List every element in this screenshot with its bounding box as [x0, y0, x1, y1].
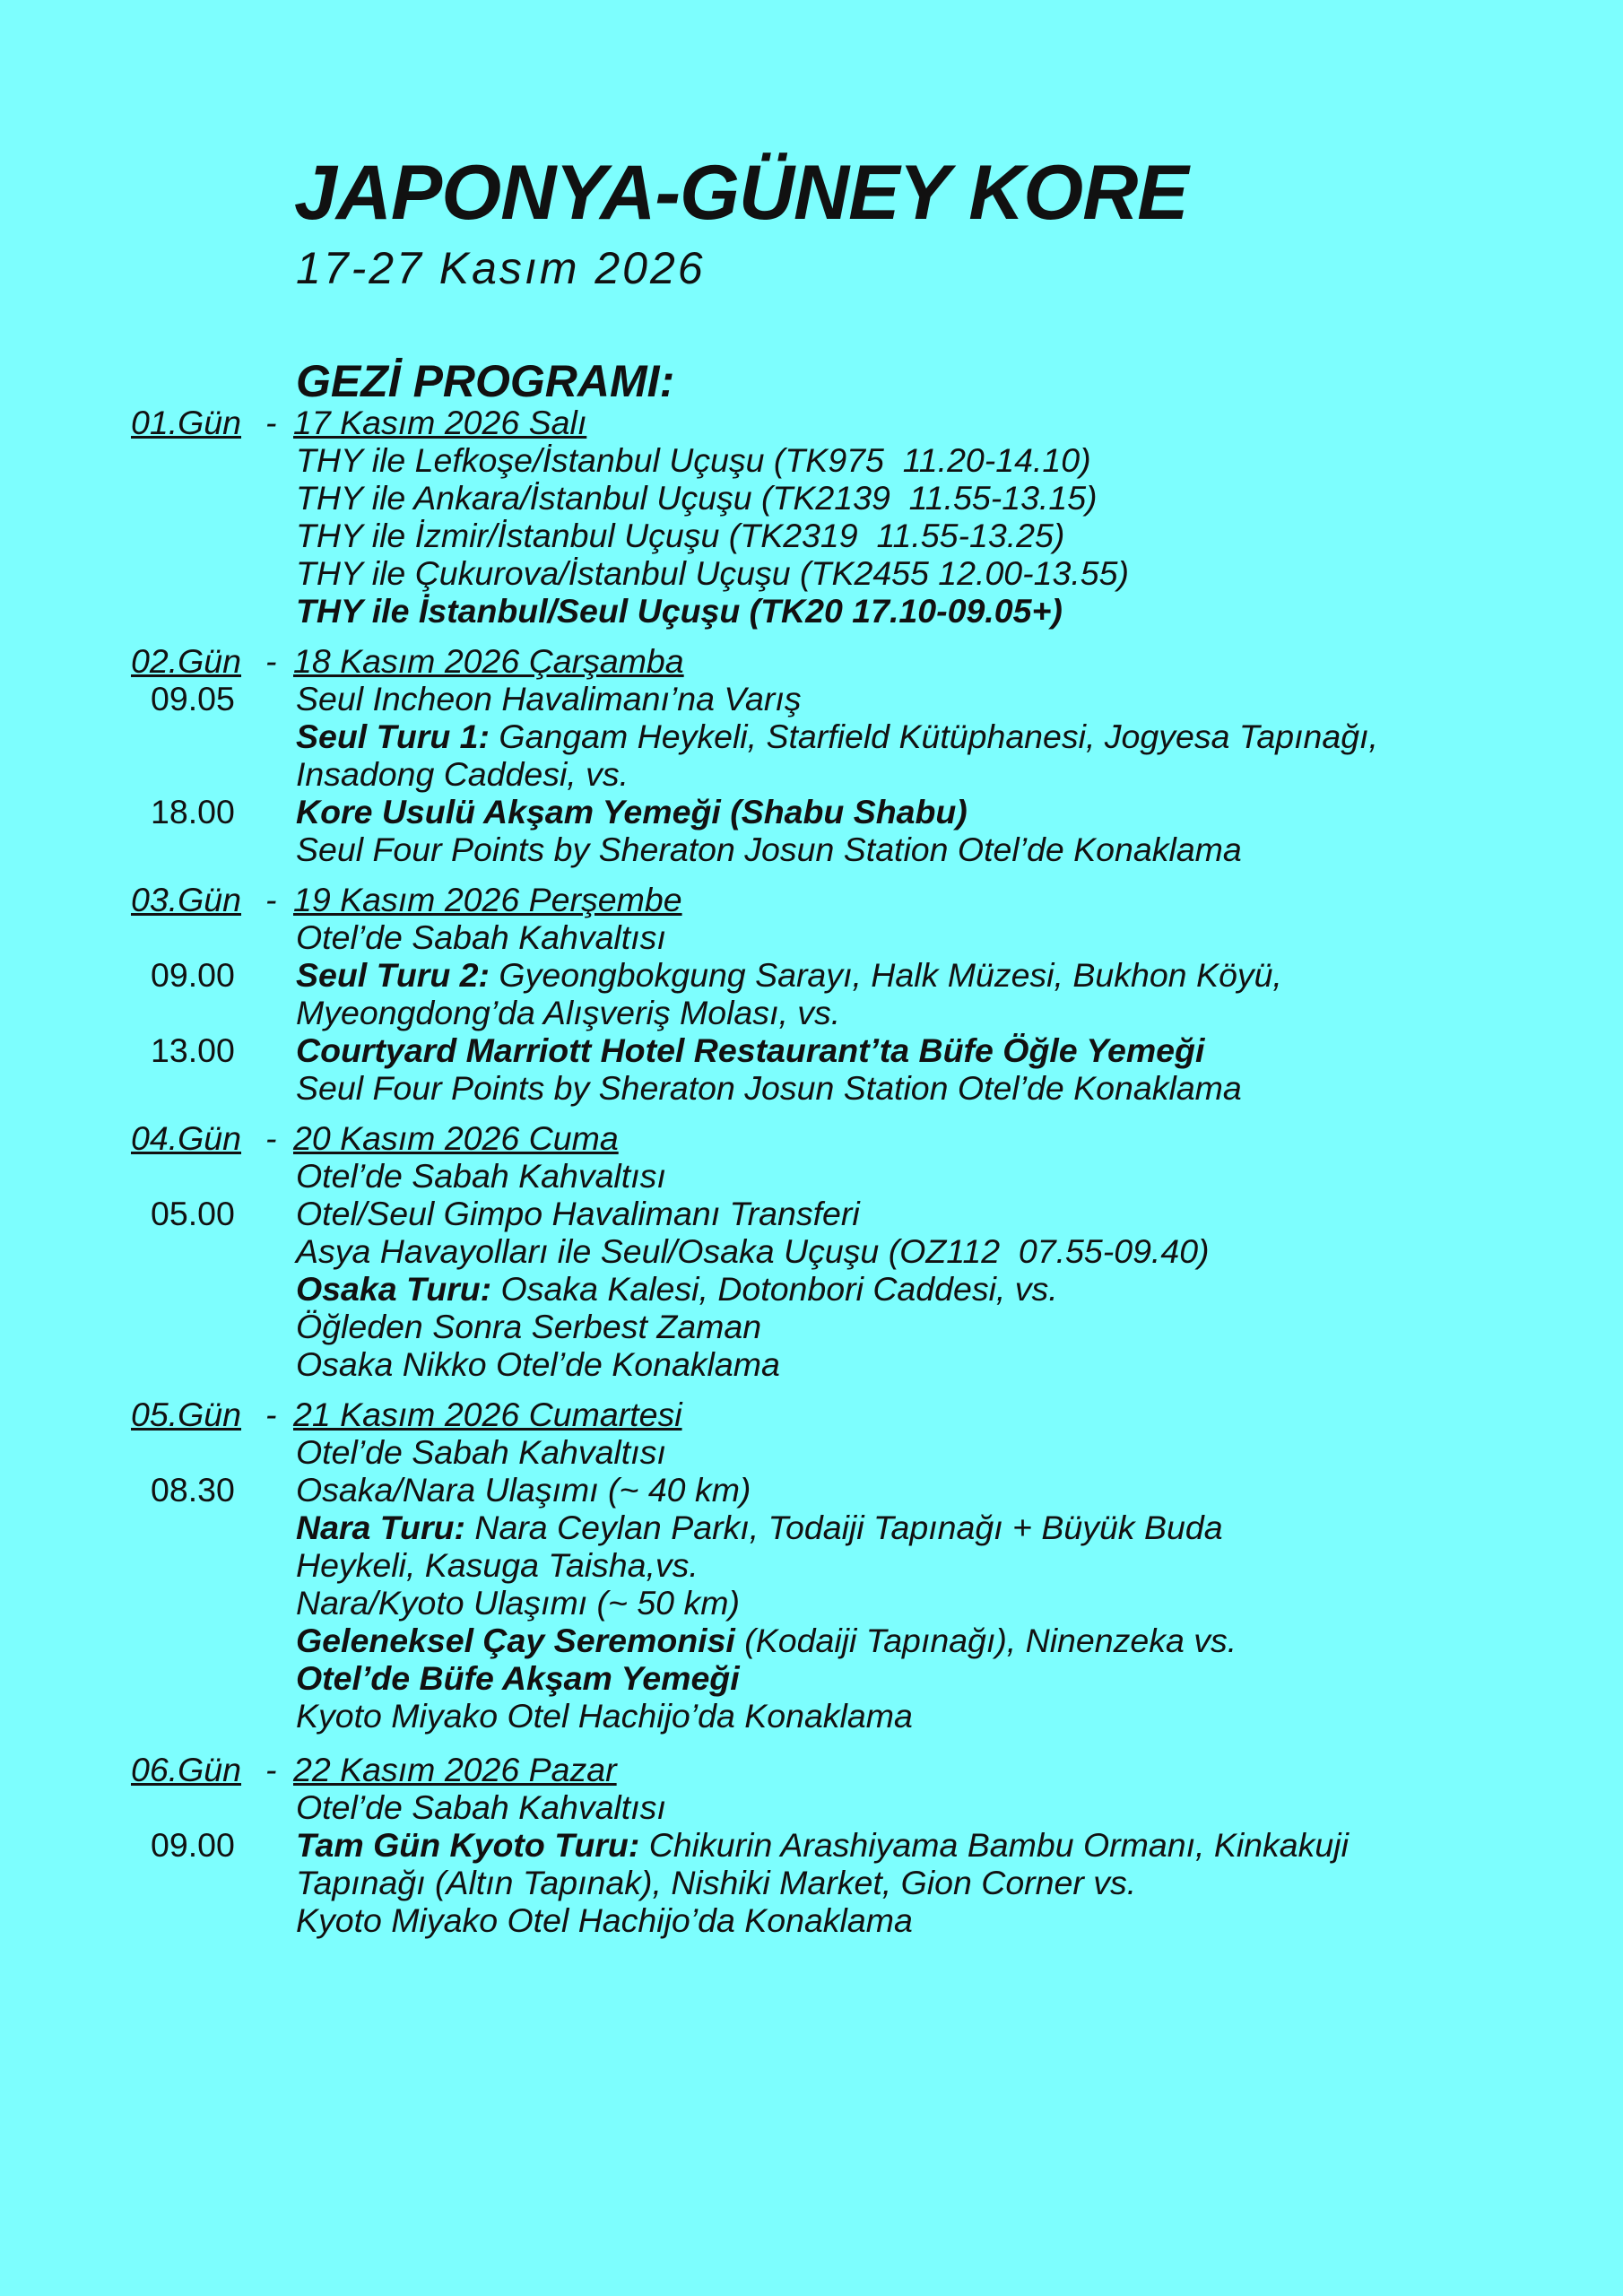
- day-block: [0, 642, 1623, 868]
- entry-text: [296, 1471, 751, 1509]
- entry-time: 08.30: [151, 1471, 235, 1509]
- program-entry: [0, 592, 1623, 630]
- entry-detail: Chikurin Arashiyama Bambu Ormanı, Kinkakuji: [639, 1826, 1349, 1864]
- entry-text: [296, 831, 1242, 868]
- program-entry: [0, 680, 1623, 718]
- program-entry: [0, 1546, 1623, 1584]
- entry-text: [296, 1069, 1242, 1107]
- entry-text: [296, 994, 840, 1031]
- day-separator: -: [265, 642, 277, 680]
- day-label: 02.Gün: [131, 642, 242, 680]
- entry-detail: Heykeli, Kasuga Taisha,vs.: [296, 1546, 699, 1584]
- program-entry: [0, 554, 1623, 592]
- entry-detail: THY ile İzmir/İstanbul Uçuşu (TK2319 11.55-13.25): [296, 517, 1065, 554]
- entry-text: [296, 755, 629, 793]
- entry-text: [296, 918, 666, 956]
- program-entry: [0, 956, 1623, 994]
- entry-highlight: THY ile İstanbul/Seul Uçuşu (TK20 17.10-09.05+): [296, 592, 1063, 630]
- day-header: [0, 1751, 1623, 1788]
- program-entry: [0, 1195, 1623, 1232]
- program-entry: [0, 1622, 1623, 1659]
- program-entry: [0, 1069, 1623, 1107]
- entry-text: [296, 1031, 1204, 1069]
- entry-text: [296, 956, 1282, 994]
- day-date: 18 Kasım 2026 Çarşamba: [293, 642, 684, 680]
- entry-time: 18.00: [151, 793, 235, 831]
- entry-text: [296, 1433, 666, 1471]
- day-header: [0, 1119, 1623, 1157]
- entry-text: [296, 1509, 1223, 1546]
- program-heading: GEZİ PROGRAMI:: [296, 356, 675, 406]
- entry-text: [296, 592, 1063, 630]
- trip-dates: 17-27 Kasım 2026: [296, 243, 706, 293]
- entry-detail: Seul Four Points by Sheraton Josun Station Otel’de Konaklama: [296, 1069, 1242, 1107]
- page-title: JAPONYA-GÜNEY KORE: [294, 150, 1188, 236]
- entry-text: [296, 1270, 1058, 1308]
- entry-text: [296, 718, 1378, 755]
- day-label: 06.Gün: [131, 1751, 242, 1788]
- entry-time: 09.00: [151, 956, 235, 994]
- program-entry: [0, 1433, 1623, 1471]
- entry-highlight: Nara Turu:: [296, 1509, 465, 1546]
- day-label: 03.Gün: [131, 881, 242, 918]
- entry-detail: Tapınağı (Altın Tapınak), Nishiki Market, Gion Corner vs.: [296, 1864, 1137, 1901]
- program-entry: [0, 441, 1623, 479]
- entry-text: [296, 1697, 913, 1735]
- entry-text: [296, 1584, 740, 1622]
- entry-text: [296, 1659, 740, 1697]
- day-date: 20 Kasım 2026 Cuma: [293, 1119, 619, 1157]
- day-date: 17 Kasım 2026 Salı: [293, 404, 587, 441]
- day-label: 05.Gün: [131, 1396, 242, 1433]
- entry-detail: Gangam Heykeli, Starfield Kütüphanesi, Jogyesa Tapınağı,: [490, 718, 1378, 755]
- program-entry: [0, 1509, 1623, 1546]
- entry-text: [296, 1345, 780, 1383]
- entry-detail: Otel’de Sabah Kahvaltısı: [296, 1433, 666, 1471]
- day-block: [0, 1396, 1623, 1735]
- entry-text: [296, 1546, 699, 1584]
- entry-text: [296, 1195, 860, 1232]
- entry-text: [296, 554, 1129, 592]
- day-header: [0, 404, 1623, 441]
- program-entry: [0, 1308, 1623, 1345]
- entry-detail: Otel’de Sabah Kahvaltısı: [296, 1788, 666, 1826]
- day-date: 21 Kasım 2026 Cumartesi: [293, 1396, 682, 1433]
- day-date: 22 Kasım 2026 Pazar: [293, 1751, 617, 1788]
- day-header: [0, 881, 1623, 918]
- program-entry: [0, 918, 1623, 956]
- day-separator: -: [265, 1751, 277, 1788]
- entry-detail: Otel’de Sabah Kahvaltısı: [296, 1157, 666, 1195]
- program-entry: [0, 755, 1623, 793]
- program-entry: [0, 1901, 1623, 1939]
- entry-detail: Insadong Caddesi, vs.: [296, 755, 629, 793]
- program-entry: [0, 479, 1623, 517]
- entry-text: [296, 1826, 1349, 1864]
- entry-text: [296, 1864, 1136, 1901]
- day-block: [0, 404, 1623, 630]
- program-entry: [0, 1826, 1623, 1864]
- program-entry: [0, 1031, 1623, 1069]
- program-entry: [0, 1157, 1623, 1195]
- entry-detail: Öğleden Sonra Serbest Zaman: [296, 1308, 762, 1345]
- entry-highlight: Courtyard Marriott Hotel Restaurant’ta Büfe Öğle Yemeği: [296, 1031, 1205, 1069]
- entry-text: [296, 517, 1064, 554]
- entry-detail: Osaka/Nara Ulaşımı (~ 40 km): [296, 1471, 751, 1509]
- day-header: [0, 642, 1623, 680]
- entry-highlight: Otel’de Büfe Akşam Yemeği: [296, 1659, 740, 1697]
- day-block: [0, 1119, 1623, 1383]
- entry-detail: Seul Four Points by Sheraton Josun Station Otel’de Konaklama: [296, 831, 1242, 868]
- program-entry: [0, 1659, 1623, 1697]
- entry-text: [296, 1157, 666, 1195]
- entry-detail: THY ile Çukurova/İstanbul Uçuşu (TK2455 12.00-13.55): [296, 554, 1129, 592]
- entry-detail: THY ile Ankara/İstanbul Uçuşu (TK2139 11.55-13.15): [296, 479, 1098, 517]
- entry-text: [296, 680, 802, 718]
- entry-highlight: Osaka Turu:: [296, 1270, 492, 1308]
- entry-detail: Asya Havayolları ile Seul/Osaka Uçuşu (OZ112 07.55-09.40): [296, 1232, 1210, 1270]
- program-entry: [0, 1864, 1623, 1901]
- entry-highlight: Kore Usulü Akşam Yemeği (Shabu Shabu): [296, 793, 968, 831]
- entry-detail: Nara Ceylan Parkı, Todaiji Tapınağı + Büyük Buda: [464, 1509, 1223, 1546]
- entry-detail: Kyoto Miyako Otel Hachijo’da Konaklama: [296, 1901, 913, 1939]
- entry-detail: Seul Incheon Havalimanı’na Varış: [296, 680, 802, 718]
- entry-time: 13.00: [151, 1031, 235, 1069]
- day-separator: -: [265, 404, 277, 441]
- day-label: 01.Gün: [131, 404, 242, 441]
- program-entry: [0, 718, 1623, 755]
- day-header: [0, 1396, 1623, 1433]
- entry-highlight: Seul Turu 2:: [296, 956, 490, 994]
- entry-time: 09.05: [151, 680, 235, 718]
- entry-highlight: Geleneksel Çay Seremonisi: [296, 1622, 735, 1659]
- entry-detail: THY ile Lefkoşe/İstanbul Uçuşu (TK975 11.20-14.10): [296, 441, 1091, 479]
- program-entry: [0, 793, 1623, 831]
- entry-detail: (Kodaiji Tapınağı), Ninenzeka vs.: [734, 1622, 1237, 1659]
- program-entry: [0, 994, 1623, 1031]
- program-entry: [0, 1471, 1623, 1509]
- program-list: [0, 404, 1623, 1950]
- entry-detail: Osaka Kalesi, Dotonbori Caddesi, vs.: [491, 1270, 1058, 1308]
- entry-text: [296, 1788, 666, 1826]
- day-block: [0, 881, 1623, 1107]
- program-entry: [0, 517, 1623, 554]
- entry-text: [296, 479, 1098, 517]
- program-entry: [0, 1345, 1623, 1383]
- entry-detail: Otel/Seul Gimpo Havalimanı Transferi: [296, 1195, 860, 1232]
- entry-text: [296, 793, 968, 831]
- entry-text: [296, 1232, 1210, 1270]
- program-entry: [0, 1697, 1623, 1735]
- day-separator: -: [265, 1119, 277, 1157]
- entry-time: 05.00: [151, 1195, 235, 1232]
- program-entry: [0, 1584, 1623, 1622]
- day-separator: -: [265, 1396, 277, 1433]
- entry-detail: Gyeongbokgung Sarayı, Halk Müzesi, Bukhon Köyü,: [490, 956, 1282, 994]
- entry-text: [296, 441, 1091, 479]
- program-entry: [0, 1232, 1623, 1270]
- day-date: 19 Kasım 2026 Perşembe: [293, 881, 682, 918]
- entry-detail: Myeongdong’da Alışveriş Molası, vs.: [296, 994, 841, 1031]
- entry-detail: Otel’de Sabah Kahvaltısı: [296, 918, 666, 956]
- entry-text: [296, 1308, 761, 1345]
- entry-highlight: Seul Turu 1:: [296, 718, 490, 755]
- day-block: [0, 1751, 1623, 1939]
- entry-text: [296, 1622, 1237, 1659]
- entry-text: [296, 1901, 913, 1939]
- program-entry: [0, 831, 1623, 868]
- program-entry: [0, 1788, 1623, 1826]
- entry-detail: Nara/Kyoto Ulaşımı (~ 50 km): [296, 1584, 740, 1622]
- entry-detail: Kyoto Miyako Otel Hachijo’da Konaklama: [296, 1697, 913, 1735]
- entry-detail: Osaka Nikko Otel’de Konaklama: [296, 1345, 780, 1383]
- program-entry: [0, 1270, 1623, 1308]
- day-separator: -: [265, 881, 277, 918]
- entry-time: 09.00: [151, 1826, 235, 1864]
- entry-highlight: Tam Gün Kyoto Turu:: [296, 1826, 640, 1864]
- day-label: 04.Gün: [131, 1119, 242, 1157]
